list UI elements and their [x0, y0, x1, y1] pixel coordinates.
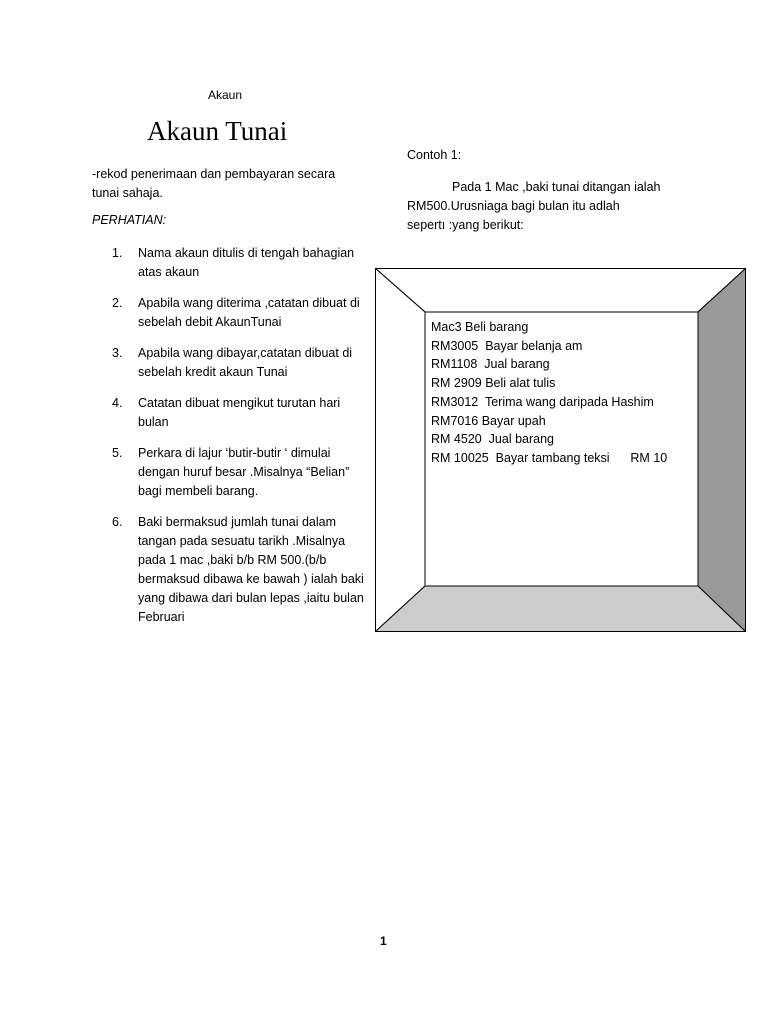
notes-list — [92, 244, 372, 639]
entry-line: RM 10025 Bayar tambang teksi RM 10 — [431, 450, 668, 465]
example-intro-line: RM500.Urusniaga bagi bulan itu adlah — [407, 199, 620, 213]
entry-line: RM 2909 Beli alat tulis — [431, 376, 556, 391]
example-intro-line: Pada 1 Mac ,baki tunai ditangan ialah — [452, 180, 661, 194]
small-title: Akaun — [208, 88, 243, 102]
example-label: Contoh 1: — [407, 148, 462, 162]
entry-line: RM1108 Jual barang — [431, 357, 550, 372]
description: -rekod penerimaan dan pembayaran secara tunai sahaja. — [92, 167, 336, 200]
note-item — [92, 394, 372, 432]
note-number: 6. — [112, 515, 123, 529]
note-item — [92, 244, 372, 282]
note-text: Perkara di lajur ‘butir-butir ‘ dimulai dengan huruf besar .Misalnya “Belian” bagi membeli barang. — [138, 446, 350, 498]
note-number: 1. — [112, 246, 123, 260]
note-text: Nama akaun ditulis di tengah bahagian atas akaun — [138, 246, 355, 279]
entry-line: RM3005 Bayar belanja am — [431, 338, 583, 353]
entry-line: RM 4520 Jual barang — [431, 432, 554, 447]
note-item — [92, 513, 372, 627]
note-number: 5. — [112, 446, 123, 460]
note-item — [92, 294, 372, 332]
frame-right-face — [698, 269, 746, 632]
note-text: Apabila wang dibayar,catatan dibuat di sebelah kredit akaun Tunai — [138, 346, 353, 379]
note-text: Baki bermaksud jumlah tunai dalam tangan pada sesuatu tarikh .Misalnya pada 1 mac ,baki b/b RM 500.(b/b bermaksud dibawa ke bawah ) ialah baki yang dibawa dari bulan lepas ,iaitu bulan Februari — [138, 515, 364, 624]
note-item — [92, 344, 372, 382]
transaction-entries — [431, 318, 695, 468]
example-intro — [407, 178, 707, 235]
note-number: 2. — [112, 296, 123, 310]
note-number: 3. — [112, 346, 123, 360]
note-text: Apabila wang diterima ,catatan dibuat di sebelah debit AkaunTunai — [138, 296, 360, 329]
frame-top-face — [376, 269, 746, 313]
page-number: 1 — [380, 934, 387, 948]
entry-line: RM7016 Bayar upah — [431, 413, 546, 428]
entry-line: Mac3 Beli barang — [431, 320, 529, 334]
note-number: 4. — [112, 396, 123, 410]
note-text: Catatan dibuat mengikut turutan hari bulan — [138, 396, 341, 429]
page-title: Akaun Tunai — [147, 116, 288, 146]
frame-left-face — [376, 269, 426, 632]
entry-line: RM3012 Terima wang daripada Hashim — [431, 394, 654, 409]
note-item — [92, 444, 372, 501]
frame-bottom-face — [376, 586, 746, 632]
perhatian-label: PERHATIAN: — [92, 213, 167, 227]
example-intro-line: sepertı :yang berikut: — [407, 218, 524, 232]
